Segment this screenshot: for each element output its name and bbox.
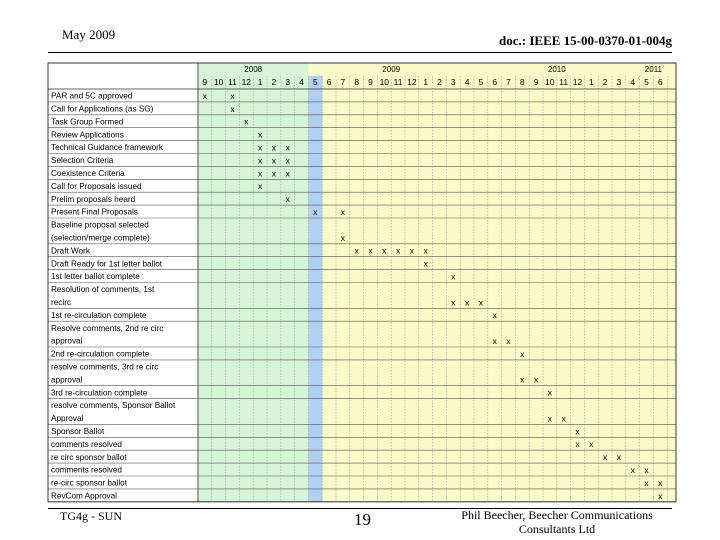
task-mark: x bbox=[533, 374, 539, 385]
month-label: 12 bbox=[241, 77, 252, 87]
task-label: RevCom Approval bbox=[51, 491, 117, 501]
month-label: 7 bbox=[506, 77, 511, 87]
month-label: 10 bbox=[545, 77, 555, 87]
task-label: 1st re-circulation complete bbox=[51, 310, 147, 320]
month-label: 8 bbox=[354, 77, 360, 87]
task-mark: x bbox=[382, 245, 387, 256]
task-mark: x bbox=[368, 245, 373, 256]
task-label: approval bbox=[51, 336, 83, 346]
month-label: 2 bbox=[437, 77, 442, 87]
task-mark: x bbox=[340, 207, 346, 217]
month-label: 7 bbox=[340, 77, 346, 87]
month-label: 3 bbox=[285, 77, 291, 87]
task-mark: x bbox=[616, 452, 622, 463]
month-label: 10 bbox=[379, 77, 390, 87]
task-mark: x bbox=[658, 477, 663, 488]
task-label: 2nd re-circulation complete bbox=[51, 349, 150, 359]
month-label: 9 bbox=[533, 77, 539, 87]
task-mark: x bbox=[285, 142, 290, 153]
task-label: Selection Criteria bbox=[51, 156, 114, 166]
month-label: 11 bbox=[228, 77, 237, 87]
task-mark: x bbox=[589, 439, 594, 450]
task-label: 3rd re-circulation complete bbox=[51, 388, 148, 398]
year-label: 2011 bbox=[644, 65, 663, 74]
month-label: 10 bbox=[213, 77, 224, 87]
task-label: Task Group Formed bbox=[51, 117, 124, 127]
month-label: 4 bbox=[464, 77, 470, 87]
task-mark: x bbox=[257, 168, 263, 179]
task-mark: x bbox=[602, 452, 608, 463]
task-mark: x bbox=[395, 245, 401, 256]
task-mark: x bbox=[630, 465, 635, 475]
task-label: PAR and 5C approved bbox=[51, 91, 133, 101]
task-mark: x bbox=[478, 297, 484, 308]
task-mark: x bbox=[230, 90, 235, 101]
task-mark: x bbox=[257, 142, 263, 153]
month-label: 11 bbox=[393, 77, 403, 87]
task-mark: x bbox=[423, 245, 428, 256]
month-label: 4 bbox=[630, 77, 636, 87]
month-label: 9 bbox=[202, 77, 208, 87]
month-label: 6 bbox=[657, 77, 663, 87]
task-label: Draft Work bbox=[51, 246, 90, 256]
task-mark: x bbox=[271, 168, 277, 179]
task-mark: x bbox=[354, 245, 359, 256]
task-label: Resolve comments, 2nd re circ bbox=[51, 323, 164, 333]
task-mark: x bbox=[464, 297, 470, 308]
month-label: 3 bbox=[616, 77, 622, 87]
task-label: Call for Applications (as SG) bbox=[51, 104, 154, 114]
task-mark: x bbox=[423, 258, 428, 269]
month-label: 3 bbox=[450, 77, 456, 87]
task-mark: x bbox=[575, 439, 580, 450]
month-label: 11 bbox=[559, 77, 569, 87]
task-label: Prelim proposals heard bbox=[51, 194, 136, 204]
task-label: Baseline proposal selected bbox=[51, 220, 149, 230]
task-mark: x bbox=[451, 271, 456, 282]
task-mark: x bbox=[285, 194, 290, 205]
task-label: Technical Guidance framework bbox=[51, 143, 163, 153]
task-label: Present Final Proposals bbox=[51, 207, 138, 217]
task-mark: x bbox=[257, 129, 263, 140]
year-label: 2010 bbox=[547, 65, 566, 74]
month-label: 12 bbox=[572, 77, 583, 87]
task-mark: x bbox=[644, 477, 649, 488]
task-mark: x bbox=[340, 232, 346, 243]
task-mark: x bbox=[506, 336, 511, 346]
month-label: 1 bbox=[423, 77, 429, 87]
task-label: resolve comments, Sponsor Ballot bbox=[51, 401, 176, 411]
month-label: 5 bbox=[312, 77, 318, 87]
task-mark: x bbox=[492, 310, 497, 321]
current-month-column bbox=[308, 76, 322, 502]
task-mark: x bbox=[230, 103, 235, 114]
task-mark: x bbox=[644, 465, 649, 475]
month-label: 12 bbox=[407, 77, 417, 87]
task-label: re-circ sponsor ballot bbox=[51, 478, 127, 488]
task-label: Sponsor Ballot bbox=[51, 427, 105, 436]
task-mark: x bbox=[561, 413, 566, 424]
task-mark: x bbox=[520, 374, 525, 385]
task-mark: x bbox=[271, 155, 277, 166]
task-label: comments resolved bbox=[51, 465, 122, 475]
task-label: Review Applications bbox=[51, 130, 124, 140]
footer-author: Phil Beecher, Beecher Communications Consultants Ltd bbox=[461, 508, 653, 536]
header-doc-id: doc.: IEEE 15-00-0370-01-004g bbox=[499, 33, 672, 48]
task-mark: x bbox=[313, 207, 318, 217]
task-mark: x bbox=[451, 297, 456, 308]
task-label: (selection/merge complete) bbox=[51, 233, 150, 243]
task-mark: x bbox=[492, 336, 497, 346]
year-label: 2008 bbox=[244, 65, 263, 74]
task-mark: x bbox=[575, 426, 580, 437]
task-label: comments resolved bbox=[51, 439, 122, 449]
footer-group: TG4g - SUN bbox=[60, 509, 122, 523]
footer-page-number: 19 bbox=[354, 510, 371, 529]
task-mark: x bbox=[520, 348, 525, 359]
task-label: Approval bbox=[51, 414, 84, 424]
month-label: 1 bbox=[257, 77, 263, 87]
month-label: 2 bbox=[271, 77, 277, 87]
task-mark: x bbox=[285, 168, 290, 179]
month-label: 4 bbox=[299, 77, 304, 87]
task-label: recirc bbox=[51, 298, 72, 307]
header-date: May 2009 bbox=[62, 27, 116, 42]
month-label: 6 bbox=[326, 77, 332, 87]
task-label: re circ sponsor ballot bbox=[51, 452, 127, 462]
task-label: Resolution of comments, 1st bbox=[51, 285, 155, 295]
month-label: 2 bbox=[602, 77, 608, 87]
task-label: Coexistence Criteria bbox=[51, 169, 125, 178]
task-label: approval bbox=[51, 375, 83, 385]
month-label: 1 bbox=[588, 77, 594, 87]
task-label: Call for Proposals issued bbox=[51, 181, 142, 191]
task-label: resolve comments, 3rd re circ bbox=[51, 362, 159, 372]
task-mark: x bbox=[285, 155, 290, 166]
task-mark: x bbox=[547, 413, 553, 424]
task-mark: x bbox=[658, 490, 663, 501]
task-mark: x bbox=[257, 155, 263, 166]
month-label: 6 bbox=[492, 77, 498, 87]
task-mark: x bbox=[409, 245, 415, 256]
task-mark: x bbox=[202, 90, 208, 101]
task-mark: x bbox=[547, 387, 553, 398]
task-mark: x bbox=[257, 181, 263, 192]
month-label: 5 bbox=[644, 77, 649, 87]
task-mark: x bbox=[271, 142, 277, 153]
month-label: 5 bbox=[478, 77, 484, 87]
task-mark: x bbox=[244, 116, 249, 127]
month-label: 8 bbox=[519, 77, 525, 87]
task-label: 1st letter ballot complete bbox=[51, 272, 140, 282]
month-label: 9 bbox=[368, 77, 373, 87]
year-label: 2009 bbox=[382, 65, 401, 74]
task-label: Draft Ready for 1st letter ballot bbox=[51, 259, 163, 269]
